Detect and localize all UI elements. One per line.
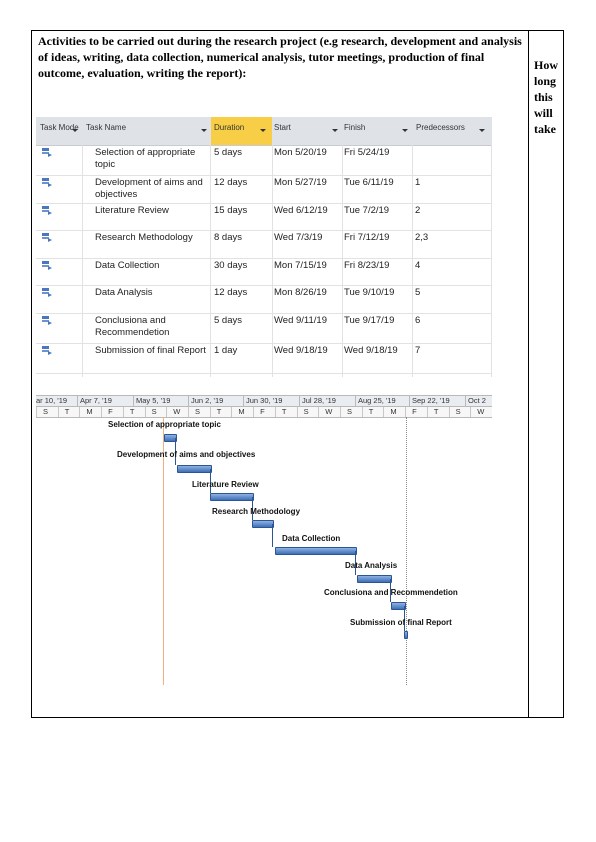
timescale-divider — [299, 396, 300, 406]
gantt-chart — [36, 395, 492, 685]
gantt-bar[interactable] — [357, 575, 392, 583]
task-mode-icon — [42, 206, 52, 215]
timescale-divider — [166, 407, 167, 417]
timescale-divider — [101, 407, 102, 417]
gantt-bar-label: Data Collection — [282, 534, 341, 543]
timescale-major-label: ar 10, '19 — [36, 396, 68, 405]
timescale-divider — [383, 407, 384, 417]
dependency-link — [272, 524, 273, 547]
timescale-divider — [275, 407, 276, 417]
gantt-bar[interactable] — [275, 547, 357, 555]
timescale-minor — [36, 406, 492, 418]
timescale-divider — [318, 407, 319, 417]
timescale-minor-label: S — [43, 407, 49, 416]
timescale-minor-label: T — [216, 407, 222, 416]
timescale-divider — [253, 407, 254, 417]
timescale-minor-label: T — [64, 407, 70, 416]
duration-cell: 12 days — [214, 177, 248, 188]
finish-cell: Wed 9/18/19 — [344, 345, 398, 356]
timescale-divider — [465, 396, 466, 406]
start-cell: Wed 9/18/19 — [274, 345, 328, 356]
deadline-line — [406, 417, 407, 685]
column-divider — [412, 145, 413, 377]
timescale-divider — [123, 407, 124, 417]
gantt-bar-label: Data Analysis — [345, 561, 398, 570]
timescale-minor-label: M — [86, 407, 93, 416]
header-predecessors: Predecessors — [416, 123, 465, 132]
gantt-bar[interactable] — [404, 631, 408, 639]
timescale-divider — [405, 407, 406, 417]
how-long-label — [534, 57, 562, 137]
predecessors-cell: 1 — [415, 177, 421, 188]
finish-cell: Fri 8/23/19 — [344, 260, 390, 271]
timescale-divider — [133, 396, 134, 406]
timescale-major-label: Jun 30, '19 — [246, 396, 283, 405]
table-row — [36, 175, 492, 204]
timescale-major-label: May 5, '19 — [136, 396, 171, 405]
chevron-down-icon — [260, 129, 266, 132]
timescale-minor-label: T — [281, 407, 287, 416]
timescale-divider — [243, 396, 244, 406]
table-row — [36, 343, 492, 374]
finish-cell: Tue 7/2/19 — [344, 205, 390, 216]
timescale-major-label: Jul 28, '19 — [302, 396, 336, 405]
timescale-major-label: Jun 2, '19 — [191, 396, 224, 405]
finish-cell: Fri 7/12/19 — [344, 232, 390, 243]
right-column — [528, 31, 529, 717]
timescale-major-label: Oct 2 — [468, 396, 486, 405]
timescale-major-label: Apr 7, '19 — [80, 396, 112, 405]
task-mode-icon — [42, 346, 52, 355]
predecessors-cell: 7 — [415, 345, 421, 356]
timescale-divider — [77, 396, 78, 406]
header-task-mode: Task Mode — [40, 123, 79, 132]
start-cell: Wed 7/3/19 — [274, 232, 323, 243]
predecessors-cell: 4 — [415, 260, 421, 271]
task-mode-icon — [42, 178, 52, 187]
timescale-minor-label: S — [303, 407, 309, 416]
timescale-major-label: Aug 25, '19 — [358, 396, 396, 405]
duration-cell: 12 days — [214, 287, 248, 298]
finish-cell: Tue 6/11/19 — [344, 177, 394, 188]
gantt-bar-label: Selection of appropriate topic — [108, 420, 221, 429]
timescale-minor-label: T — [433, 407, 439, 416]
task-name-cell: Development of aims and objectives — [95, 177, 203, 200]
timescale-divider — [409, 396, 410, 406]
task-name-cell: Research Methodology — [95, 232, 193, 243]
timescale-minor-label: M — [390, 407, 397, 416]
chevron-down-icon — [332, 129, 338, 132]
column-divider — [272, 145, 273, 377]
timescale-minor-label: S — [195, 407, 201, 416]
task-name-cell: Conclusiona and Recommendetion — [95, 315, 170, 338]
finish-cell: Tue 9/17/19 — [344, 315, 395, 326]
chevron-down-icon — [402, 129, 408, 132]
timescale-divider — [188, 396, 189, 406]
timescale-divider — [340, 407, 341, 417]
timescale-divider — [188, 407, 189, 417]
table-row — [36, 203, 492, 231]
header-finish: Finish — [344, 123, 366, 132]
timescale-divider — [79, 407, 80, 417]
task-mode-icon — [42, 233, 52, 242]
table-row — [36, 313, 492, 344]
timescale-divider — [355, 396, 356, 406]
timescale-divider — [297, 407, 298, 417]
chevron-down-icon — [201, 129, 207, 132]
finish-cell: Tue 9/10/19 — [344, 287, 395, 298]
timescale-divider — [36, 407, 37, 417]
timescale-divider — [427, 407, 428, 417]
timescale-minor-label: T — [129, 407, 135, 416]
predecessors-cell: 2,3 — [415, 232, 429, 243]
side-word: How — [534, 58, 558, 72]
timescale-divider — [470, 407, 471, 417]
timescale-minor-label: S — [151, 407, 157, 416]
gantt-bar[interactable] — [252, 520, 274, 528]
header-duration: Duration — [211, 117, 272, 145]
task-name-cell: Submission of final Report — [95, 345, 206, 356]
gantt-bar[interactable] — [177, 465, 212, 473]
header-task-name: Task Name — [86, 123, 127, 132]
timescale-divider — [362, 407, 363, 417]
start-cell: Wed 9/11/19 — [274, 315, 327, 326]
task-name-cell: Selection of appropriate topic — [95, 147, 196, 170]
task-name-cell: Data Analysis — [95, 287, 153, 298]
timescale-minor-label: W — [477, 407, 485, 416]
timescale-minor-label: M — [238, 407, 245, 416]
start-cell: Mon 5/20/19 — [274, 147, 327, 158]
task-mode-icon — [42, 261, 52, 270]
timescale-minor-label: F — [412, 407, 417, 416]
task-mode-icon — [42, 288, 52, 297]
duration-cell: 1 day — [214, 345, 238, 356]
timescale-minor-label: F — [108, 407, 113, 416]
predecessors-cell: 2 — [415, 205, 421, 216]
gantt-bar-label: Submission of final Report — [350, 618, 452, 627]
start-cell: Mon 8/26/19 — [274, 287, 327, 298]
gantt-bar-label: Conclusiona and Recommendetion — [324, 588, 458, 597]
gantt-table-header — [36, 117, 492, 146]
task-name-cell: Literature Review — [95, 205, 169, 216]
timescale-divider — [449, 407, 450, 417]
timescale-minor-label: S — [455, 407, 461, 416]
duration-cell: 8 days — [214, 232, 242, 243]
column-divider — [491, 145, 492, 377]
gantt-bar-label: Research Methodology — [212, 507, 301, 516]
predecessors-cell: 5 — [415, 287, 421, 298]
timescale-divider — [145, 407, 146, 417]
chevron-down-icon — [72, 129, 78, 132]
timescale-minor-label: W — [325, 407, 333, 416]
side-word: long — [534, 74, 557, 88]
gantt-bar-label: Literature Review — [192, 480, 259, 489]
timescale-divider — [231, 407, 232, 417]
task-mode-icon — [42, 148, 52, 157]
timescale-divider — [210, 407, 211, 417]
timescale-minor-label: W — [173, 407, 181, 416]
duration-cell: 5 days — [214, 315, 242, 326]
task-mode-icon — [42, 316, 52, 325]
duration-cell: 30 days — [214, 260, 248, 271]
timescale-minor-label: S — [347, 407, 353, 416]
gantt-bar-label: Development of aims and objectives — [117, 450, 256, 459]
finish-cell: Fri 5/24/19 — [344, 147, 390, 158]
side-word: take — [534, 122, 556, 136]
duration-cell: 15 days — [214, 205, 248, 216]
predecessors-cell: 6 — [415, 315, 421, 326]
table-row — [36, 285, 492, 314]
start-cell: Mon 5/27/19 — [274, 177, 327, 188]
timescale-minor-label: T — [368, 407, 374, 416]
timescale-major-label: Sep 22, '19 — [412, 396, 450, 405]
task-name-cell: Data Collection — [95, 260, 160, 271]
chevron-down-icon — [479, 129, 485, 132]
timescale-divider — [58, 407, 59, 417]
side-word: will — [534, 106, 553, 120]
column-divider — [210, 145, 211, 377]
column-divider — [342, 145, 343, 377]
column-divider — [82, 145, 83, 377]
gantt-bar[interactable] — [210, 493, 254, 501]
start-cell: Mon 7/15/19 — [274, 260, 327, 271]
table-row — [36, 230, 492, 259]
timescale-minor-label: F — [260, 407, 265, 416]
activities-heading: Activities to be carried out during the research project (e.g research, development and analysis of ideas, writing, data collection, numerical analysis, tutor meetings, production of final outcome, evaluation, writing the report): — [38, 34, 522, 80]
gantt-task-table — [36, 117, 492, 377]
start-cell: Wed 6/12/19 — [274, 205, 328, 216]
side-word: this — [534, 90, 553, 104]
table-row — [36, 258, 492, 286]
table-row — [36, 145, 492, 176]
header-start: Start — [274, 123, 291, 132]
duration-cell: 5 days — [214, 147, 242, 158]
